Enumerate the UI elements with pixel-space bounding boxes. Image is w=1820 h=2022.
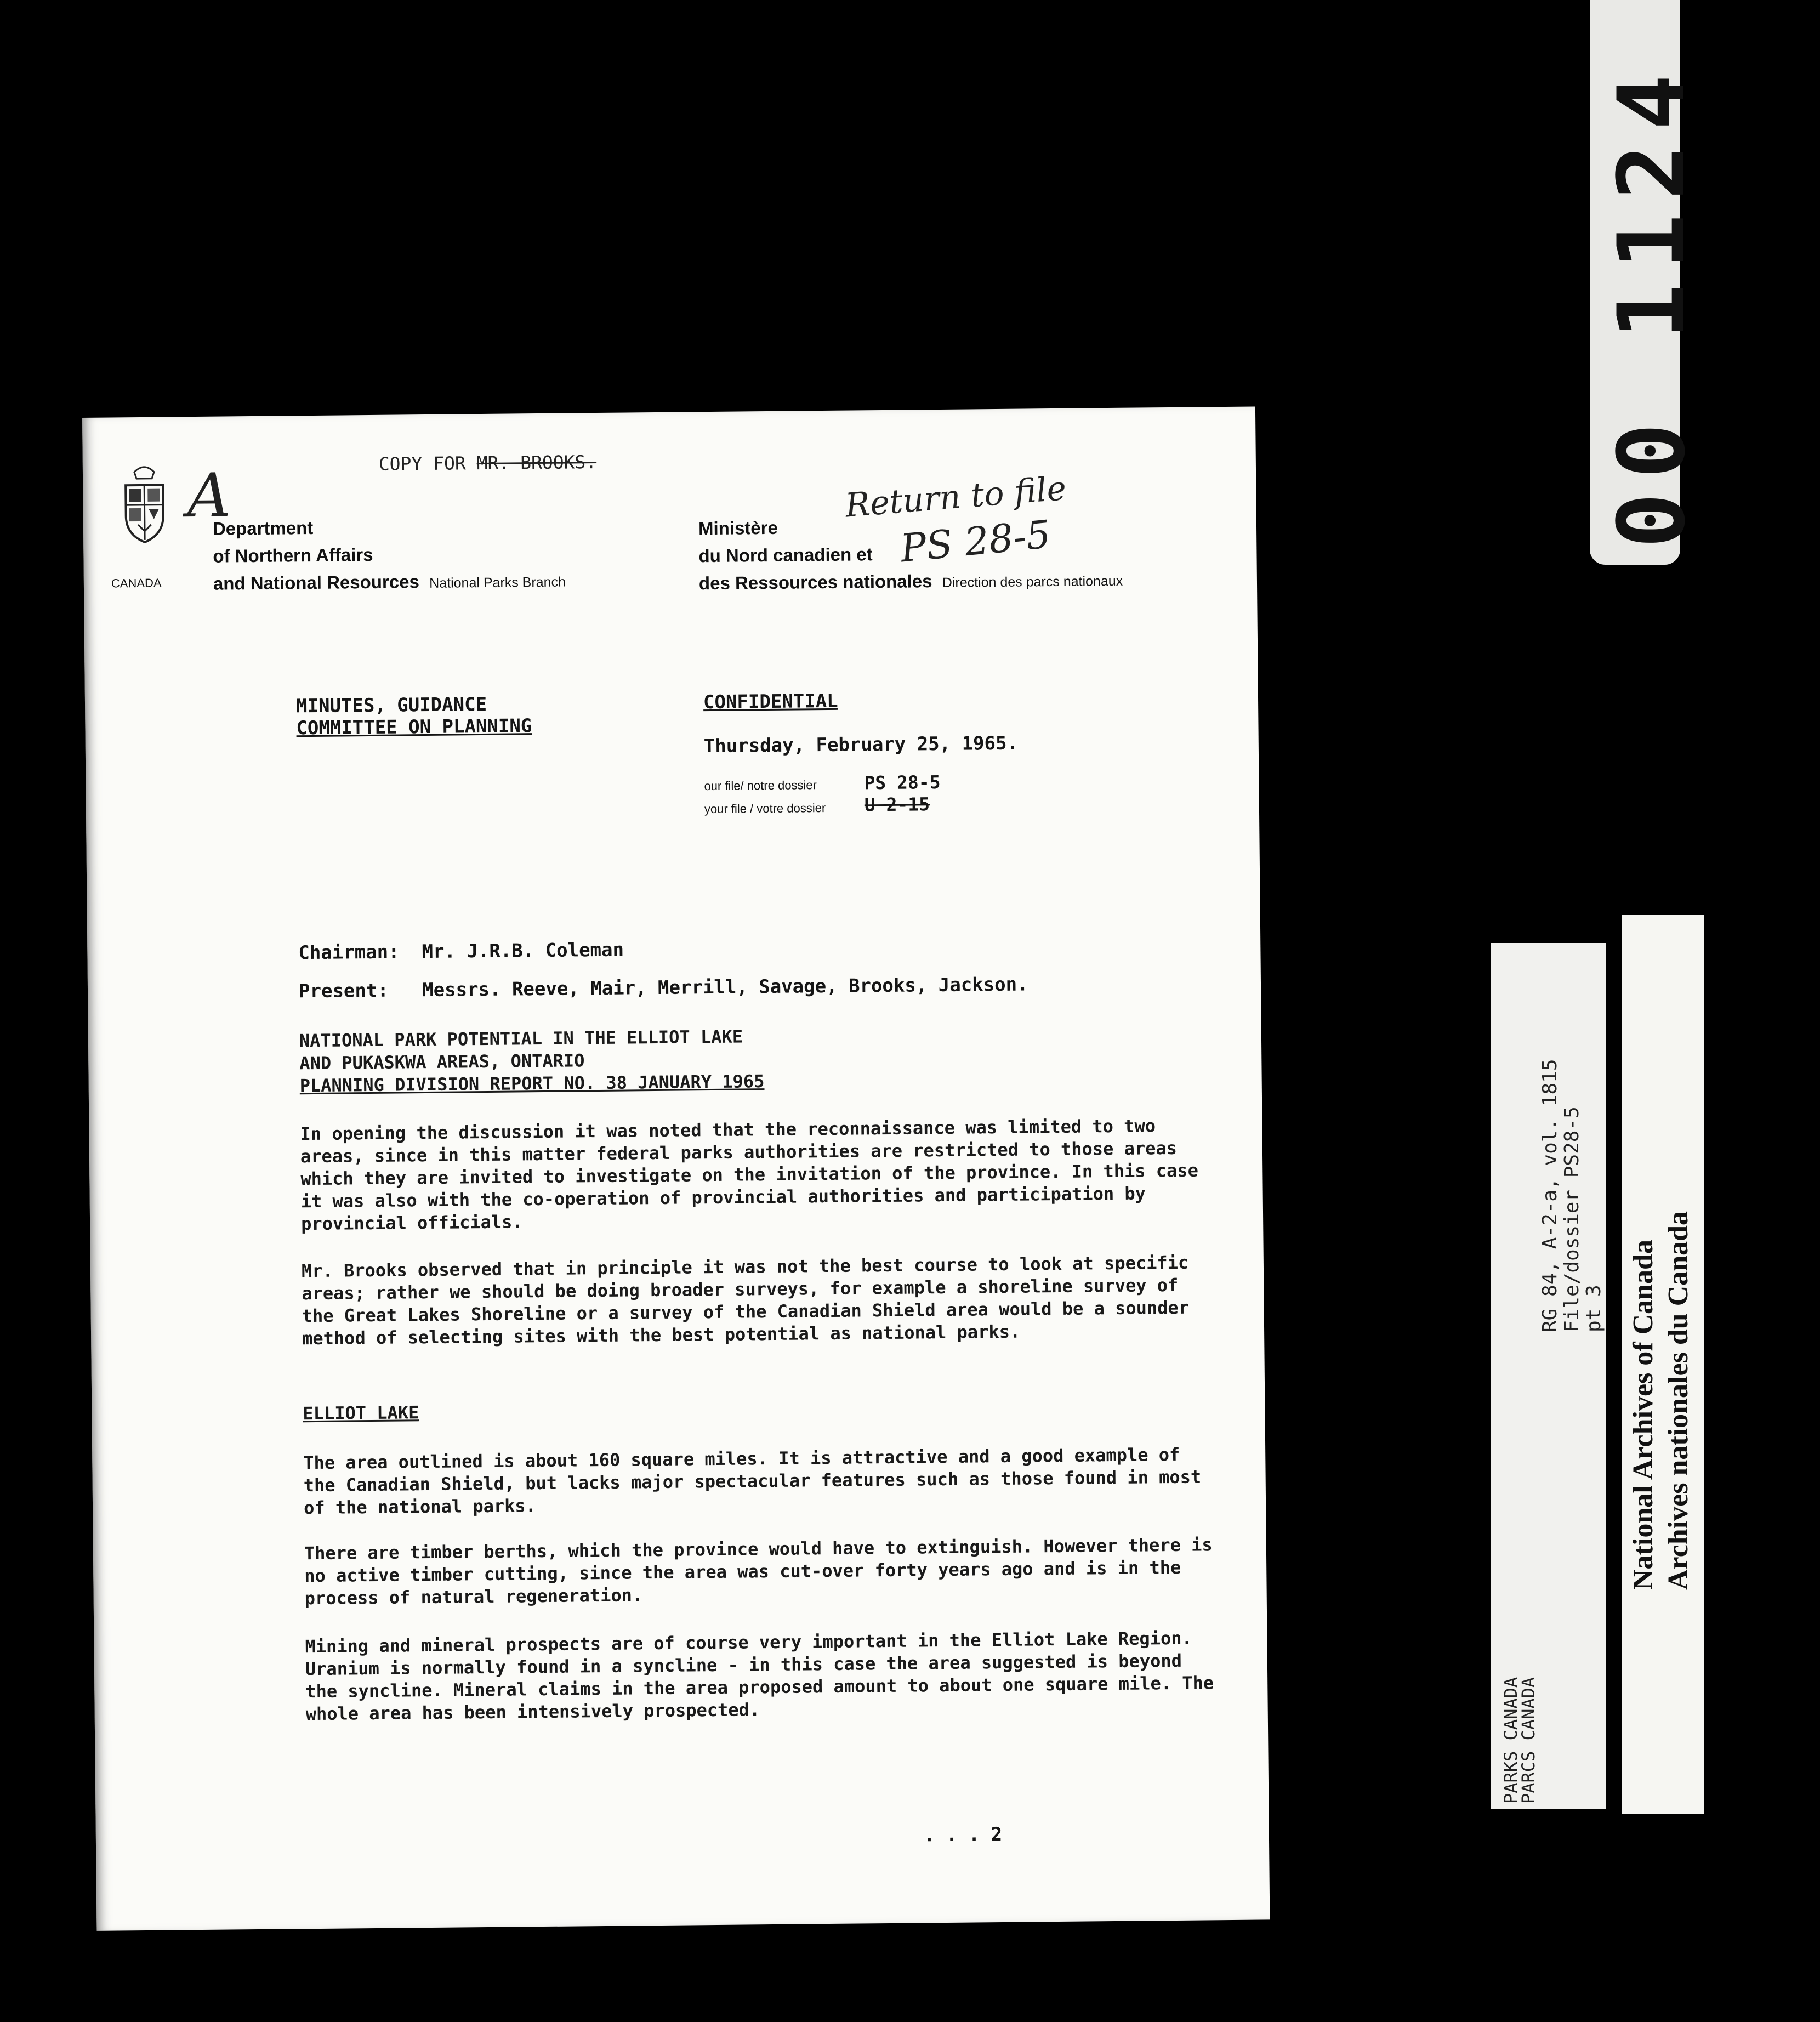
agency-text [1502, 1677, 1537, 1804]
copy-note-struck: MR. BROOKS. [476, 451, 597, 474]
reference-text [1539, 1059, 1605, 1333]
branch-fr: Direction des parcs nationaux [942, 573, 1123, 590]
dept-fr-line3: des Ressources nationales [698, 571, 932, 594]
document-page [82, 406, 1270, 1930]
dept-fr-line2: du Nord canadien et [698, 544, 873, 566]
topic-heading [299, 1021, 1210, 1097]
file-labels [704, 774, 826, 821]
topic-line3: PLANNING DIVISION REPORT NO. 38 JANUARY 1965 [299, 1071, 765, 1097]
title-line1: MINUTES, GUIDANCE [295, 693, 487, 718]
file-numbers [864, 771, 941, 816]
handwritten-file: PS 28-5 [898, 512, 1053, 571]
classification: CONFIDENTIAL [703, 690, 838, 714]
branch-en: National Parks Branch [429, 574, 566, 591]
your-file-number: U 2-15 [864, 793, 930, 816]
canada-crest-icon [118, 462, 171, 544]
archives-en: National Archives of Canada [1628, 1240, 1659, 1590]
handwritten-note: Return to file [844, 469, 1068, 525]
ref-line1: RG 84, A-2-a, vol. 1815 [1539, 1059, 1561, 1332]
topic-line1: NATIONAL PARK POTENTIAL IN THE ELLIOT LAKE [299, 1026, 743, 1052]
our-file-label: our file/ notre dossier [704, 778, 817, 793]
ref-line2: File/dossier PS28-5 [1561, 1106, 1583, 1332]
frame-number: 00 1124 [1598, 60, 1705, 548]
crest-label: CANADA [111, 576, 162, 590]
page-continuation: . . . 2 [923, 1824, 1003, 1847]
archives-fr: Archives nationales du Canada [1663, 1211, 1694, 1590]
our-file-number: PS 28-5 [864, 771, 941, 794]
dept-fr-line1: Ministère [698, 517, 778, 539]
paragraph-brooks: Mr. Brooks observed that in principle it was not the best course to look at specific areas; rather we should be doing broader surveys, for example a shoreline survey of the Great Lakes Shoreline or a survey of the Canadian Shield area would be a sounder method of selecting sites with the best potential as national parks. [301, 1252, 1190, 1349]
dept-en-line2: of Northern Affairs [213, 544, 373, 566]
chairman-line: Chairman: Mr. J.R.B. Coleman [298, 939, 624, 964]
dept-en-line3: and National Resources [213, 571, 420, 594]
agency-fr: PARCS CANADA [1518, 1677, 1539, 1804]
copy-note-prefix: COPY FOR [378, 452, 477, 475]
topic-line2: AND PUKASKWA AREAS, ONTARIO [299, 1050, 585, 1074]
ref-line3: pt 3 [1583, 1285, 1605, 1332]
meeting-date: Thursday, February 25, 1965. [703, 732, 1019, 758]
paragraph-mining: Mining and mineral prospects are of course very important in the Elliot Lake Region. Uranium is normally found in a syncline - in this case the area suggested is beyond the syncline. Mineral claims in the area proposed amount to about one square mile. The whole area has been intensively prospected. [305, 1627, 1214, 1725]
paragraph-timber: There are timber berths, which the province would have to extinguish. However there is no active timber cutting, since the area was cut-over forty years ago and is in the process of natural regeneration. [304, 1534, 1213, 1609]
paragraph-opening: In opening the discussion it was noted that the reconnaissance was limited to two areas, since in this matter federal parks authorities are restricted to those areas which they are invited to investigate on the invitation of the province. In this case it was also with the co-operation of provincial authorities and participation by provincial officials. [300, 1115, 1199, 1235]
minutes-title [296, 693, 532, 739]
copy-note [379, 451, 597, 475]
department-en [213, 512, 566, 599]
paragraph-area: The area outlined is about 160 square miles. It is attractive and a good example of the Canadian Shield, but lacks major spectacular features such as those found in most of the national parks. [303, 1444, 1202, 1519]
title-line2: COMMITTEE ON PLANNING [296, 715, 532, 740]
section-heading: ELLIOT LAKE [303, 1402, 419, 1424]
your-file-label: your file / votre dossier [704, 801, 826, 816]
archives-text [1626, 1211, 1696, 1590]
handwritten-initials: A [186, 460, 231, 531]
agency-en: PARKS CANADA [1500, 1677, 1521, 1804]
present-line: Present: Messrs. Reeve, Mair, Merrill, Savage, Brooks, Jackson. [298, 973, 1028, 1003]
dept-en-line1: Department [212, 517, 314, 539]
